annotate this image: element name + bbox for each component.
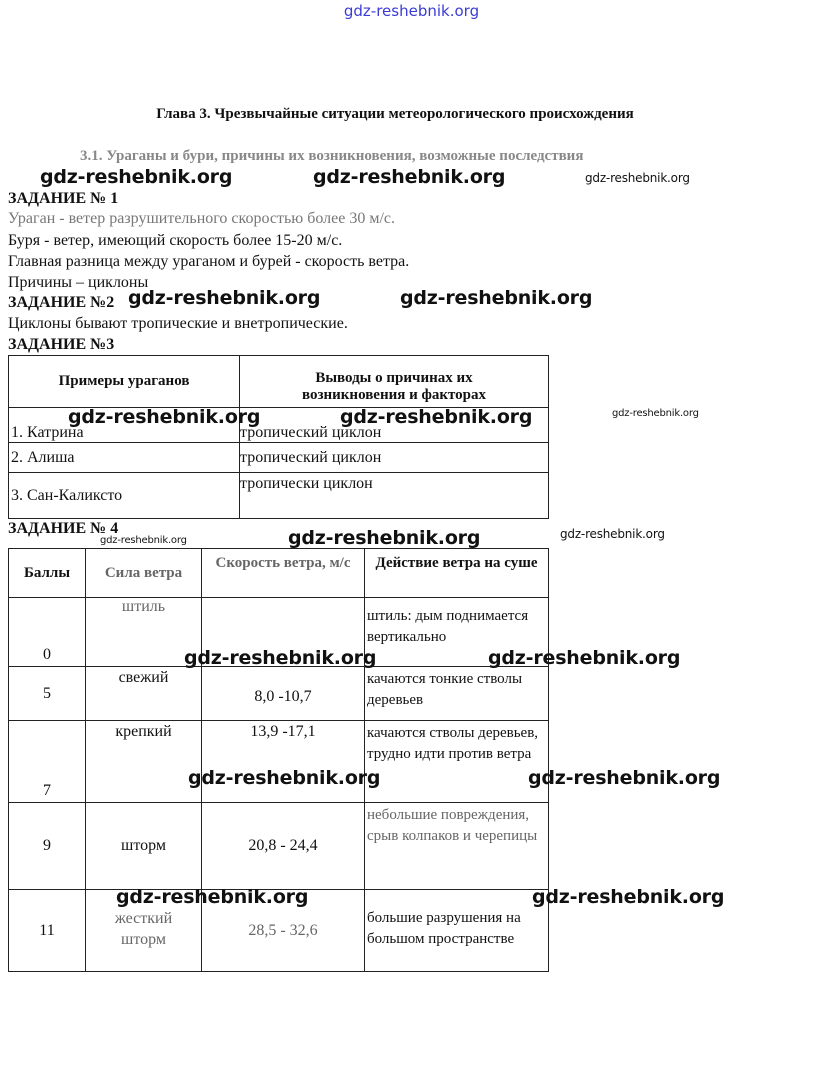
table-row	[9, 443, 549, 473]
table-row	[9, 803, 549, 890]
watermark: gdz-reshebnik.org	[340, 406, 533, 428]
table-cell: небольшие повреждения, срыв колпаков и черепицы	[365, 803, 549, 890]
table-cell: большие разрушения на большом пространстве	[365, 890, 549, 972]
table-cell: штиль: дым поднимается вертикально	[365, 598, 549, 667]
table-cell: 13,9 -17,1	[202, 721, 365, 803]
table-cell: 9	[9, 803, 86, 890]
watermark: gdz-reshebnik.org	[68, 406, 261, 428]
table-cell: 5	[9, 667, 86, 721]
table-cell: тропически циклон	[240, 473, 549, 519]
task2-title: ЗАДАНИЕ №2	[8, 294, 115, 311]
table-header: Выводы о причинах их возникновения и факторах	[240, 356, 549, 408]
watermark: gdz-reshebnik.org	[528, 767, 721, 789]
table-header: Сила ветра	[86, 549, 202, 598]
task1-line: Буря - ветер, имеющий скорость более 15-20 м/с.	[8, 232, 343, 249]
watermark: gdz-reshebnik.org	[100, 535, 187, 546]
table-cell: 1. Катрина	[9, 408, 240, 443]
table-cell: шторм	[86, 803, 202, 890]
table-row	[9, 721, 549, 803]
chapter-title: Глава 3. Чрезвычайные ситуации метеорологического происхождения	[156, 106, 634, 122]
task3-title: ЗАДАНИЕ №3	[8, 336, 115, 353]
table-cell: 0	[9, 598, 86, 667]
table-cell: 2. Алиша	[9, 443, 240, 473]
table-cell: 28,5 - 32,6	[202, 890, 365, 972]
table-row	[9, 473, 549, 519]
watermark: gdz-reshebnik.org	[612, 408, 699, 419]
watermark: gdz-reshebnik.org	[585, 171, 690, 185]
table-cell: крепкий	[86, 721, 202, 803]
table-cell: 7	[9, 721, 86, 803]
table-row	[9, 667, 549, 721]
task1-line: Ураган - ветер разрушительного скоростью более 30 м/с.	[8, 210, 396, 227]
watermark: gdz-reshebnik.org	[116, 886, 309, 908]
table-cell: штиль	[86, 598, 202, 667]
table-cell: 20,8 - 24,4	[202, 803, 365, 890]
watermark: gdz-reshebnik.org	[288, 527, 481, 549]
table-cell: жесткий шторм	[86, 890, 202, 972]
table-cell: 11	[9, 890, 86, 972]
table-cell: тропический циклон	[240, 408, 549, 443]
table-header: Действие ветра на суше	[365, 549, 549, 598]
watermark: gdz-reshebnik.org	[488, 647, 681, 669]
table-header: Скорость ветра, м/с	[202, 549, 365, 598]
table-header: Баллы	[9, 549, 86, 598]
table-cell: 8,0 -10,7	[202, 667, 365, 721]
watermark: gdz-reshebnik.org	[400, 287, 593, 309]
table-cell: 3. Сан-Каликсто	[9, 473, 240, 519]
table-cell: свежий	[86, 667, 202, 721]
watermark: gdz-reshebnik.org	[40, 166, 233, 188]
task4-title: ЗАДАНИЕ № 4	[8, 520, 119, 537]
site-link[interactable]: gdz-reshebnik.org	[343, 2, 480, 20]
task1-line: Главная разница между ураганом и бурей - скорость ветра.	[8, 253, 410, 270]
section-title: 3.1. Ураганы и бури, причины их возникновения, возможные последствия	[80, 148, 584, 164]
task1-line: Причины – циклоны	[8, 274, 149, 291]
table-cell: тропический циклон	[240, 443, 549, 473]
task2-line: Циклоны бывают тропические и внетропические.	[8, 315, 348, 332]
hurricane-examples-table	[8, 355, 549, 519]
table-cell: качаются стволы деревьев, трудно идти против ветра	[365, 721, 549, 803]
watermark: gdz-reshebnik.org	[532, 886, 725, 908]
watermark: gdz-reshebnik.org	[188, 767, 381, 789]
table-cell: качаются тонкие стволы деревьев	[365, 667, 549, 721]
watermark: gdz-reshebnik.org	[128, 287, 321, 309]
table-header: Примеры ураганов	[9, 356, 240, 408]
task1-title: ЗАДАНИЕ № 1	[8, 190, 119, 207]
wind-scale-table	[8, 548, 549, 972]
watermark: gdz-reshebnik.org	[560, 527, 665, 541]
watermark: gdz-reshebnik.org	[184, 647, 377, 669]
watermark: gdz-reshebnik.org	[313, 166, 506, 188]
